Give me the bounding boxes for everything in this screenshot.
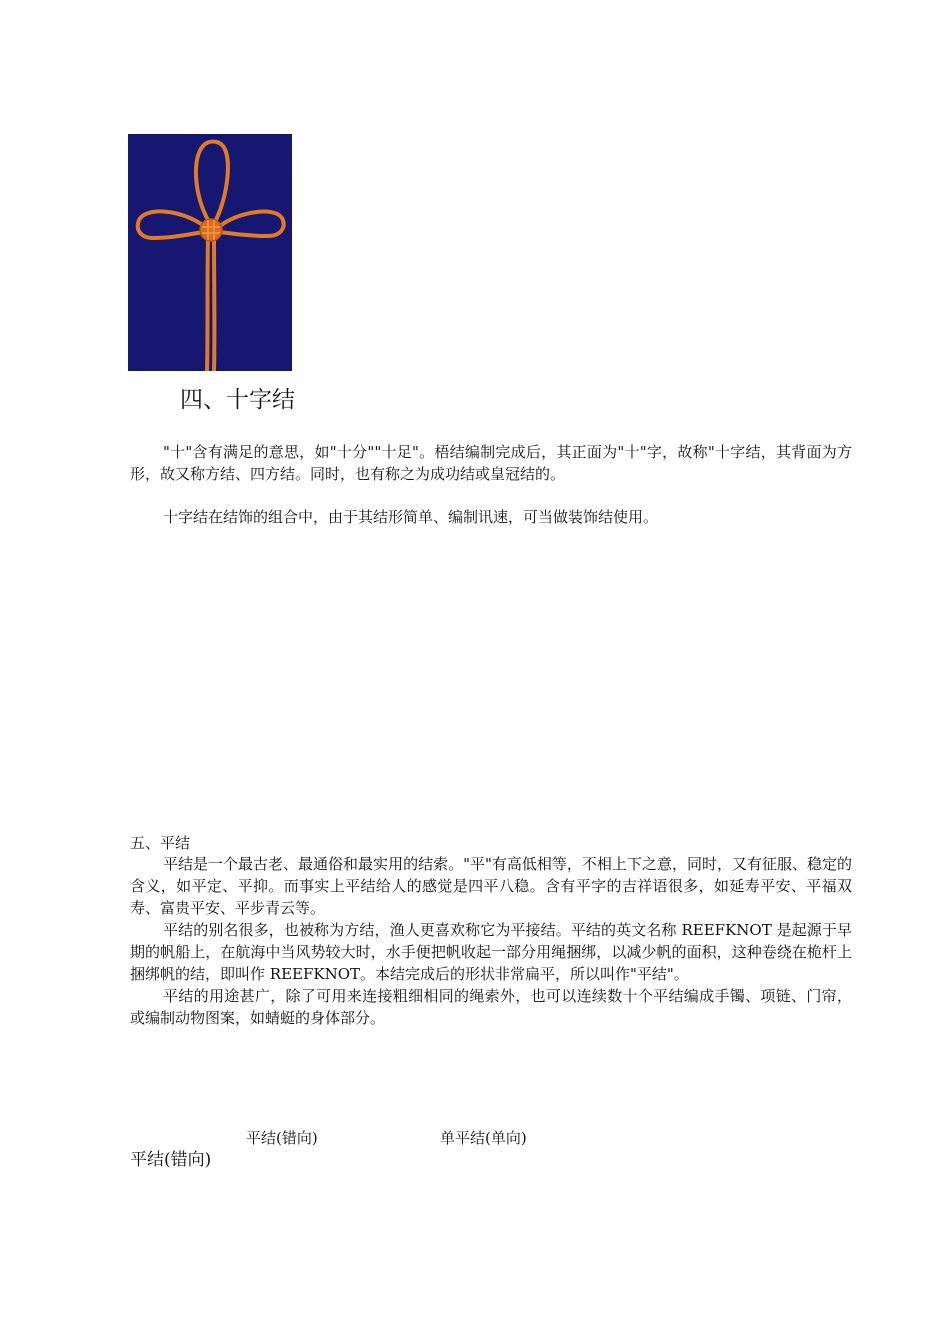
image-caption-single-flat-knot: 单平结(单向) [440,1129,527,1147]
cross-knot-paragraph-2: 十字结在结饰的组合中，由于其结形简单、编制讯速，可当做装饰结使用。 [163,508,659,526]
cross-knot-icon [128,134,292,371]
section-heading-flat-knot: 五、平结 [130,834,191,852]
cross-knot-paragraph-1: "十"含有满足的意思，如"十分""十足"。梧结编制完成后，其正面为"十"字，故称"十字结，其背面为方形，故又称方结、四方结。同时，也有称之为成功结或皇冠结的。 [130,443,852,483]
flat-knot-paragraph-3: 平结的用途甚广，除了可用来连接粗细相同的绳索外，也可以连续数十个平结编成手镯、项链、门帘，或编制动物图案，如蜻蜓的身体部分。 [130,987,852,1027]
flat-knot-paragraph-1: 平结是一个最古老、最通俗和最实用的结索。"平"有高低相等，不相上下之意，同时，又有征服、稳定的含义，如平定、平抑。而事实上平结给人的感觉是四平八稳。含有平字的吉祥语很多，如延寿平安、平福双寿、富贵平安、平步青云等。 [130,855,852,917]
flat-knot-paragraph-2: 平结的别名很多，也被称为方结，渔人更喜欢称它为平接结。平结的英文名称 REEFKNOT 是起源于早期的帆船上，在航海中当风势较大时，水手便把帆收起一部分用绳捆绑，以减少帆的面积，这种卷绕在桅杆上捆绑帆的结，即叫作 REEFKNOT。本结完成后的形状非常扁平，所以叫作"平结"。 [130,921,852,983]
flat-knot-body [130,853,852,1029]
image-caption-flat-knot-alternating-2: 平结(错向) [130,1150,212,1170]
section-heading-cross-knot: 四、十字结 [180,387,295,413]
cross-knot-photo [128,134,292,371]
image-caption-flat-knot-alternating: 平结(错向) [246,1129,318,1147]
